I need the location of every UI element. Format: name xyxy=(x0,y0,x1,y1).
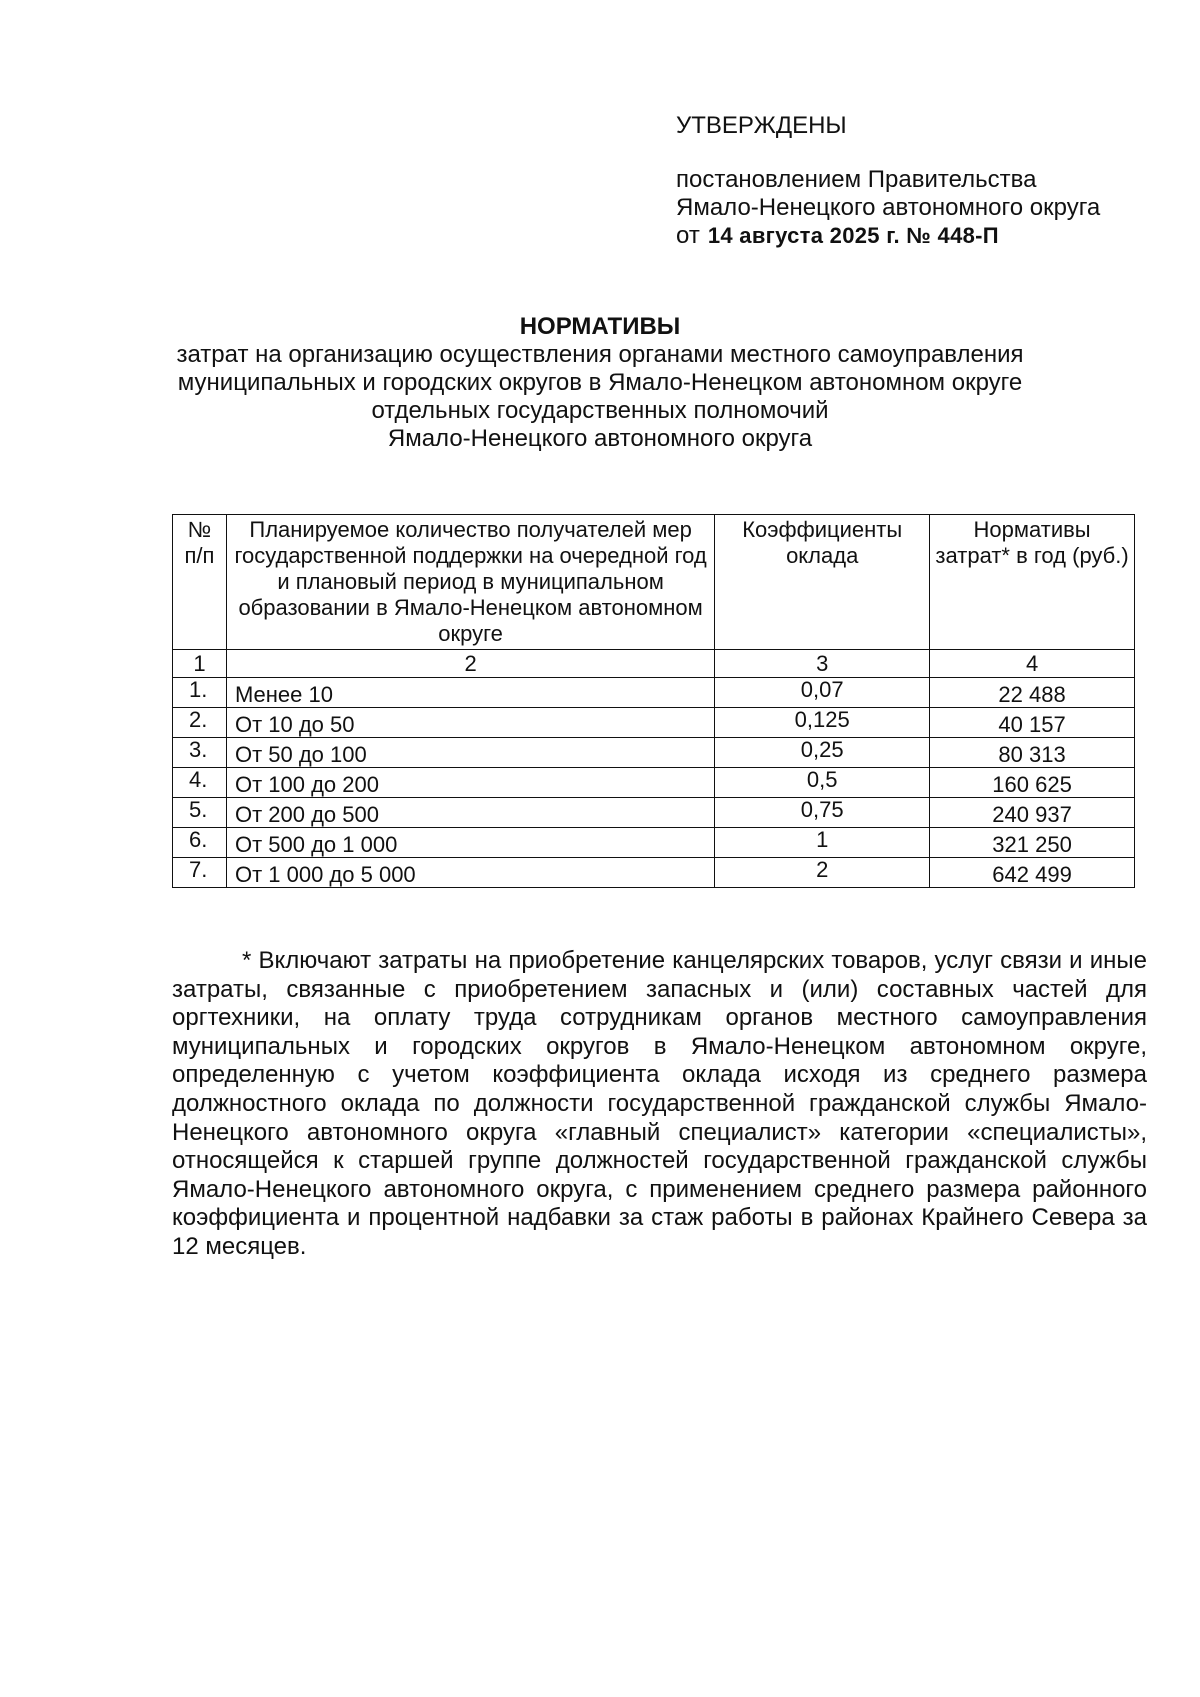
row-num: 5. xyxy=(173,798,227,828)
approval-line-2: Ямало-Ненецкого автономного округа xyxy=(676,194,1101,221)
table-row xyxy=(173,768,1135,798)
row-coef: 0,25 xyxy=(715,738,930,768)
table-row xyxy=(173,858,1135,888)
row-range: От 500 до 1 000 xyxy=(226,828,714,858)
row-range: От 10 до 50 xyxy=(226,708,714,738)
table-row xyxy=(173,678,1135,708)
row-norm: 80 313 xyxy=(930,738,1135,768)
approval-date-prefix: от xyxy=(676,222,700,249)
row-range: От 50 до 100 xyxy=(226,738,714,768)
row-range: От 100 до 200 xyxy=(226,768,714,798)
row-num: 1. xyxy=(173,678,227,708)
header-num: № п/п xyxy=(173,515,227,650)
row-coef: 0,07 xyxy=(715,678,930,708)
row-norm: 240 937 xyxy=(930,798,1135,828)
table-row xyxy=(173,708,1135,738)
column-index: 3 xyxy=(715,650,930,678)
row-num: 6. xyxy=(173,828,227,858)
row-coef: 2 xyxy=(715,858,930,888)
subtitle-line-2: муниципальных и городских округов в Ямало-Ненецком автономном округе xyxy=(177,369,1023,396)
subtitle-line-4: Ямало-Ненецкого автономного округа xyxy=(387,425,813,452)
row-norm: 321 250 xyxy=(930,828,1135,858)
column-index-row xyxy=(173,650,1135,678)
subtitle-line-1: затрат на организацию осуществления органами местного самоуправления xyxy=(176,341,1024,368)
document-title-block xyxy=(150,313,1050,453)
row-num: 7. xyxy=(173,858,227,888)
table-header-row xyxy=(173,515,1135,650)
column-index: 1 xyxy=(173,650,227,678)
column-index: 4 xyxy=(930,650,1135,678)
row-range: От 200 до 500 xyxy=(226,798,714,828)
table-row xyxy=(173,828,1135,858)
norms-table xyxy=(172,514,1135,888)
column-index: 2 xyxy=(226,650,714,678)
header-coef: Коэффициенты оклада xyxy=(715,515,930,650)
table-row xyxy=(173,738,1135,768)
approval-line-1: постановлением Правительства xyxy=(676,166,1037,193)
row-range: Менее 10 xyxy=(226,678,714,708)
footnote: * Включают затраты на приобретение канцелярских товаров, услуг связи и иные затраты, связанные с приобретением запасных и (или) составных частей для оргтехники, на оплату труда сотрудникам органов местного самоуправления муниципальных и городских округов в Ямало-Ненецком автономном округе, определенную с учетом коэффициента оклада исходя из среднего размера должностного оклада по должности государственной гражданской службы Ямало-Ненецкого автономного округа «главный специалист» категории «специалисты», относящейся к старшей группе должностей государственной гражданской службы Ямало-Ненецкого автономного округа, с применением среднего размера районного коэффициента и процентной надбавки за стаж работы в районах Крайнего Севера за 12 месяцев. xyxy=(172,947,1147,1260)
row-coef: 0,125 xyxy=(715,708,930,738)
approval-date-line xyxy=(676,222,1176,250)
row-num: 3. xyxy=(173,738,227,768)
table-row xyxy=(173,798,1135,828)
subtitle-line-3: отдельных государственных полномочий xyxy=(371,397,829,424)
approval-block xyxy=(676,112,1176,250)
row-num: 2. xyxy=(173,708,227,738)
header-recipients: Планируемое количество получателей мер государственной поддержки на очередной год и плановый период в муниципальном образовании в Ямало-Ненецком автономном округе xyxy=(226,515,714,650)
approval-heading: УТВЕРЖДЕНЫ xyxy=(676,112,847,139)
row-num: 4. xyxy=(173,768,227,798)
row-coef: 1 xyxy=(715,828,930,858)
row-norm: 642 499 xyxy=(930,858,1135,888)
row-coef: 0,75 xyxy=(715,798,930,828)
header-norm: Нормативы затрат* в год (руб.) xyxy=(930,515,1135,650)
row-norm: 40 157 xyxy=(930,708,1135,738)
row-range: От 1 000 до 5 000 xyxy=(226,858,714,888)
document-title: НОРМАТИВЫ xyxy=(519,313,681,340)
approval-date-value: 14 августа 2025 г. № 448-П xyxy=(707,223,999,248)
row-norm: 160 625 xyxy=(930,768,1135,798)
row-coef: 0,5 xyxy=(715,768,930,798)
row-norm: 22 488 xyxy=(930,678,1135,708)
